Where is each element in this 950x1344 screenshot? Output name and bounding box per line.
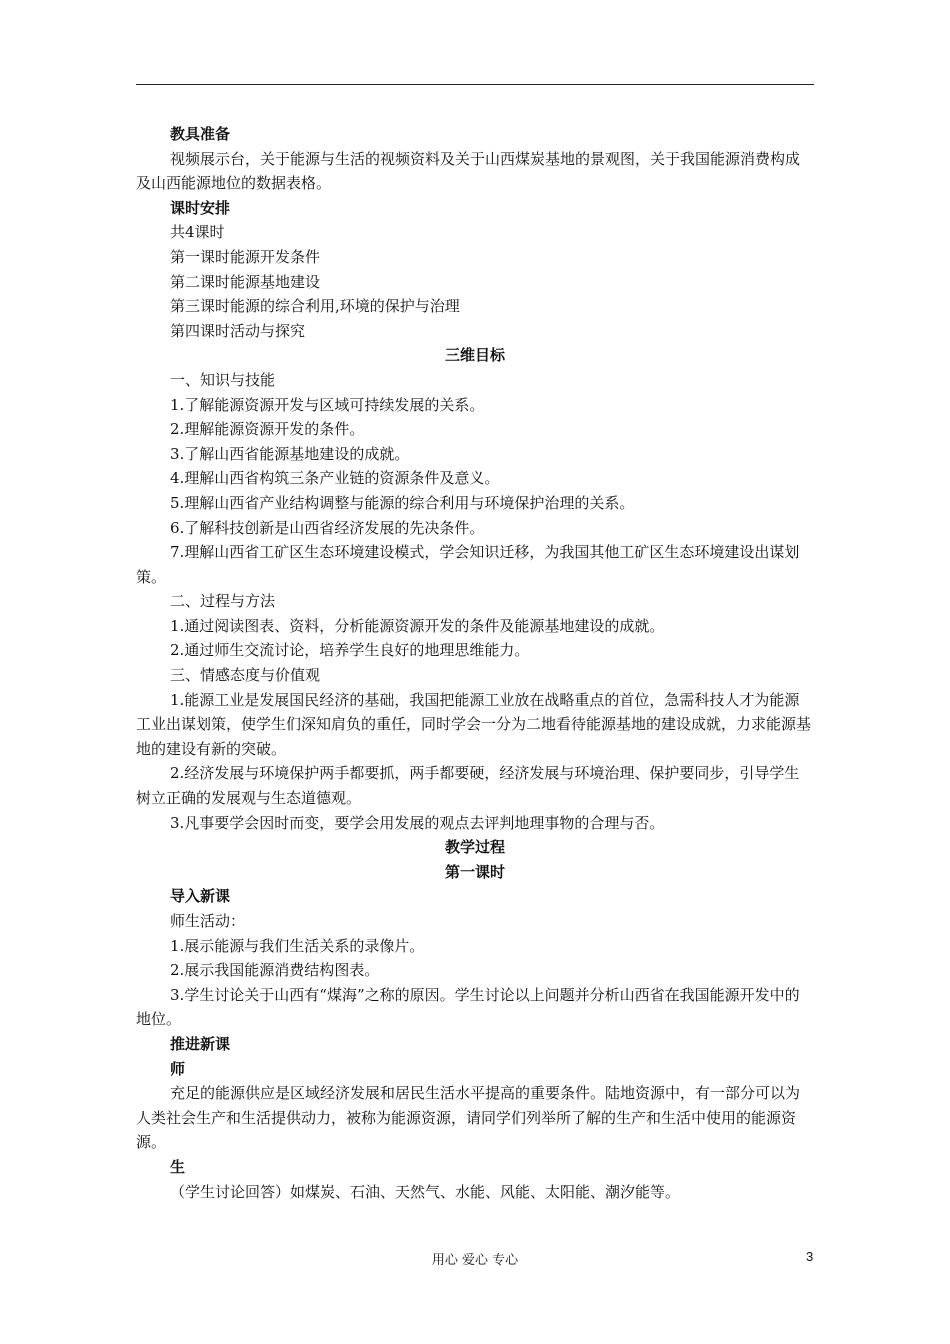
attitude-item: 3.凡事要学会因时而变，要学会用发展的观点去评判地理事物的合理与否。 [170,813,665,832]
document-body [136,122,814,1204]
knowledge-heading: 一、知识与技能 [170,370,276,389]
knowledge-item: 3.了解山西省能源基地建设的成就。 [170,444,410,463]
attitude-item: 1.能源工业是发展国民经济的基础，我国把能源工业放在战略重点的首位，急需科技人才为能源工业出谋划策，使学生们深知肩负的重任，同时学会一分为二地看待能源基地的建设成就，力求能源基地的建设有新的突破。 [136,690,812,758]
intro-heading: 导入新课 [170,887,231,906]
schedule-line: 第二课时能源基地建设 [170,272,321,291]
lesson1-heading: 第一课时 [444,862,505,881]
teaching-heading: 教学过程 [444,838,505,857]
prep-heading: 教具准备 [170,125,231,143]
schedule-line: 共4课时 [170,223,225,242]
prep-text: 视频展示台，关于能源与生活的视频资料及关于山西煤炭基地的景观图，关于我国能源消费构成及山西能源地位的数据表格。 [136,149,801,193]
student-text: （学生讨论回答）如煤炭、石油、天然气、水能、风能、太阳能、潮汐能等。 [170,1182,681,1201]
teacher-label: 师 [170,1059,186,1078]
goals-heading: 三维目标 [444,346,505,365]
advance-heading: 推进新课 [170,1034,231,1053]
knowledge-item: 1.了解能源资源开发与区域可持续发展的关系。 [170,395,485,414]
intro-label: 师生活动： [170,912,246,930]
intro-item: 3.学生讨论关于山西有“煤海”之称的原因。学生讨论以上问题并分析山西省在我国能源开发中的地位。 [136,985,800,1029]
schedule-heading: 课时安排 [170,198,231,217]
schedule-line: 第一课时能源开发条件 [170,247,321,266]
teacher-text: 充足的能源供应是区域经济发展和居民生活水平提高的重要条件。陆地资源中，有一部分可以为人类社会生产和生活提供动力，被称为能源资源，请同学们列举所了解的生产和生活中使用的能源资源。 [136,1084,801,1152]
attitude-item: 2.经济发展与环境保护两手都要抓，两手都要硬，经济发展与环境治理、保护要同步，引导学生树立正确的发展观与生态道德观。 [136,764,800,808]
process-item: 1.通过阅读图表、资料，分析能源资源开发的条件及能源基地建设的成就。 [170,616,665,635]
process-heading: 二、过程与方法 [170,592,276,611]
knowledge-item: 4.理解山西省构筑三条产业链的资源条件及意义。 [170,469,500,488]
attitude-heading: 三、情感态度与价值观 [170,666,321,685]
intro-item: 2.展示我国能源消费结构图表。 [170,961,380,980]
knowledge-item: 2.理解能源资源开发的条件。 [170,420,365,439]
student-label: 生 [170,1157,186,1176]
knowledge-item: 7.理解山西省工矿区生态环境建设模式，学会知识迁移，为我国其他工矿区生态环境建设出谋划策。 [136,543,800,586]
page-number: 3 [806,1249,814,1264]
knowledge-item: 6.了解科技创新是山西省经济发展的先决条件。 [170,518,485,537]
footer-slogan: 用心 爱心 专心 [431,1253,519,1268]
intro-item: 1.展示能源与我们生活关系的录像片。 [170,936,425,955]
schedule-line: 第四课时活动与探究 [170,321,306,340]
schedule-line: 第三课时能源的综合利用,环境的保护与治理 [170,297,460,316]
process-item: 2.通过师生交流讨论，培养学生良好的地理思维能力。 [170,641,530,660]
header-rule [136,84,814,85]
knowledge-item: 5.理解山西省产业结构调整与能源的综合利用与环境保护治理的关系。 [170,493,635,512]
